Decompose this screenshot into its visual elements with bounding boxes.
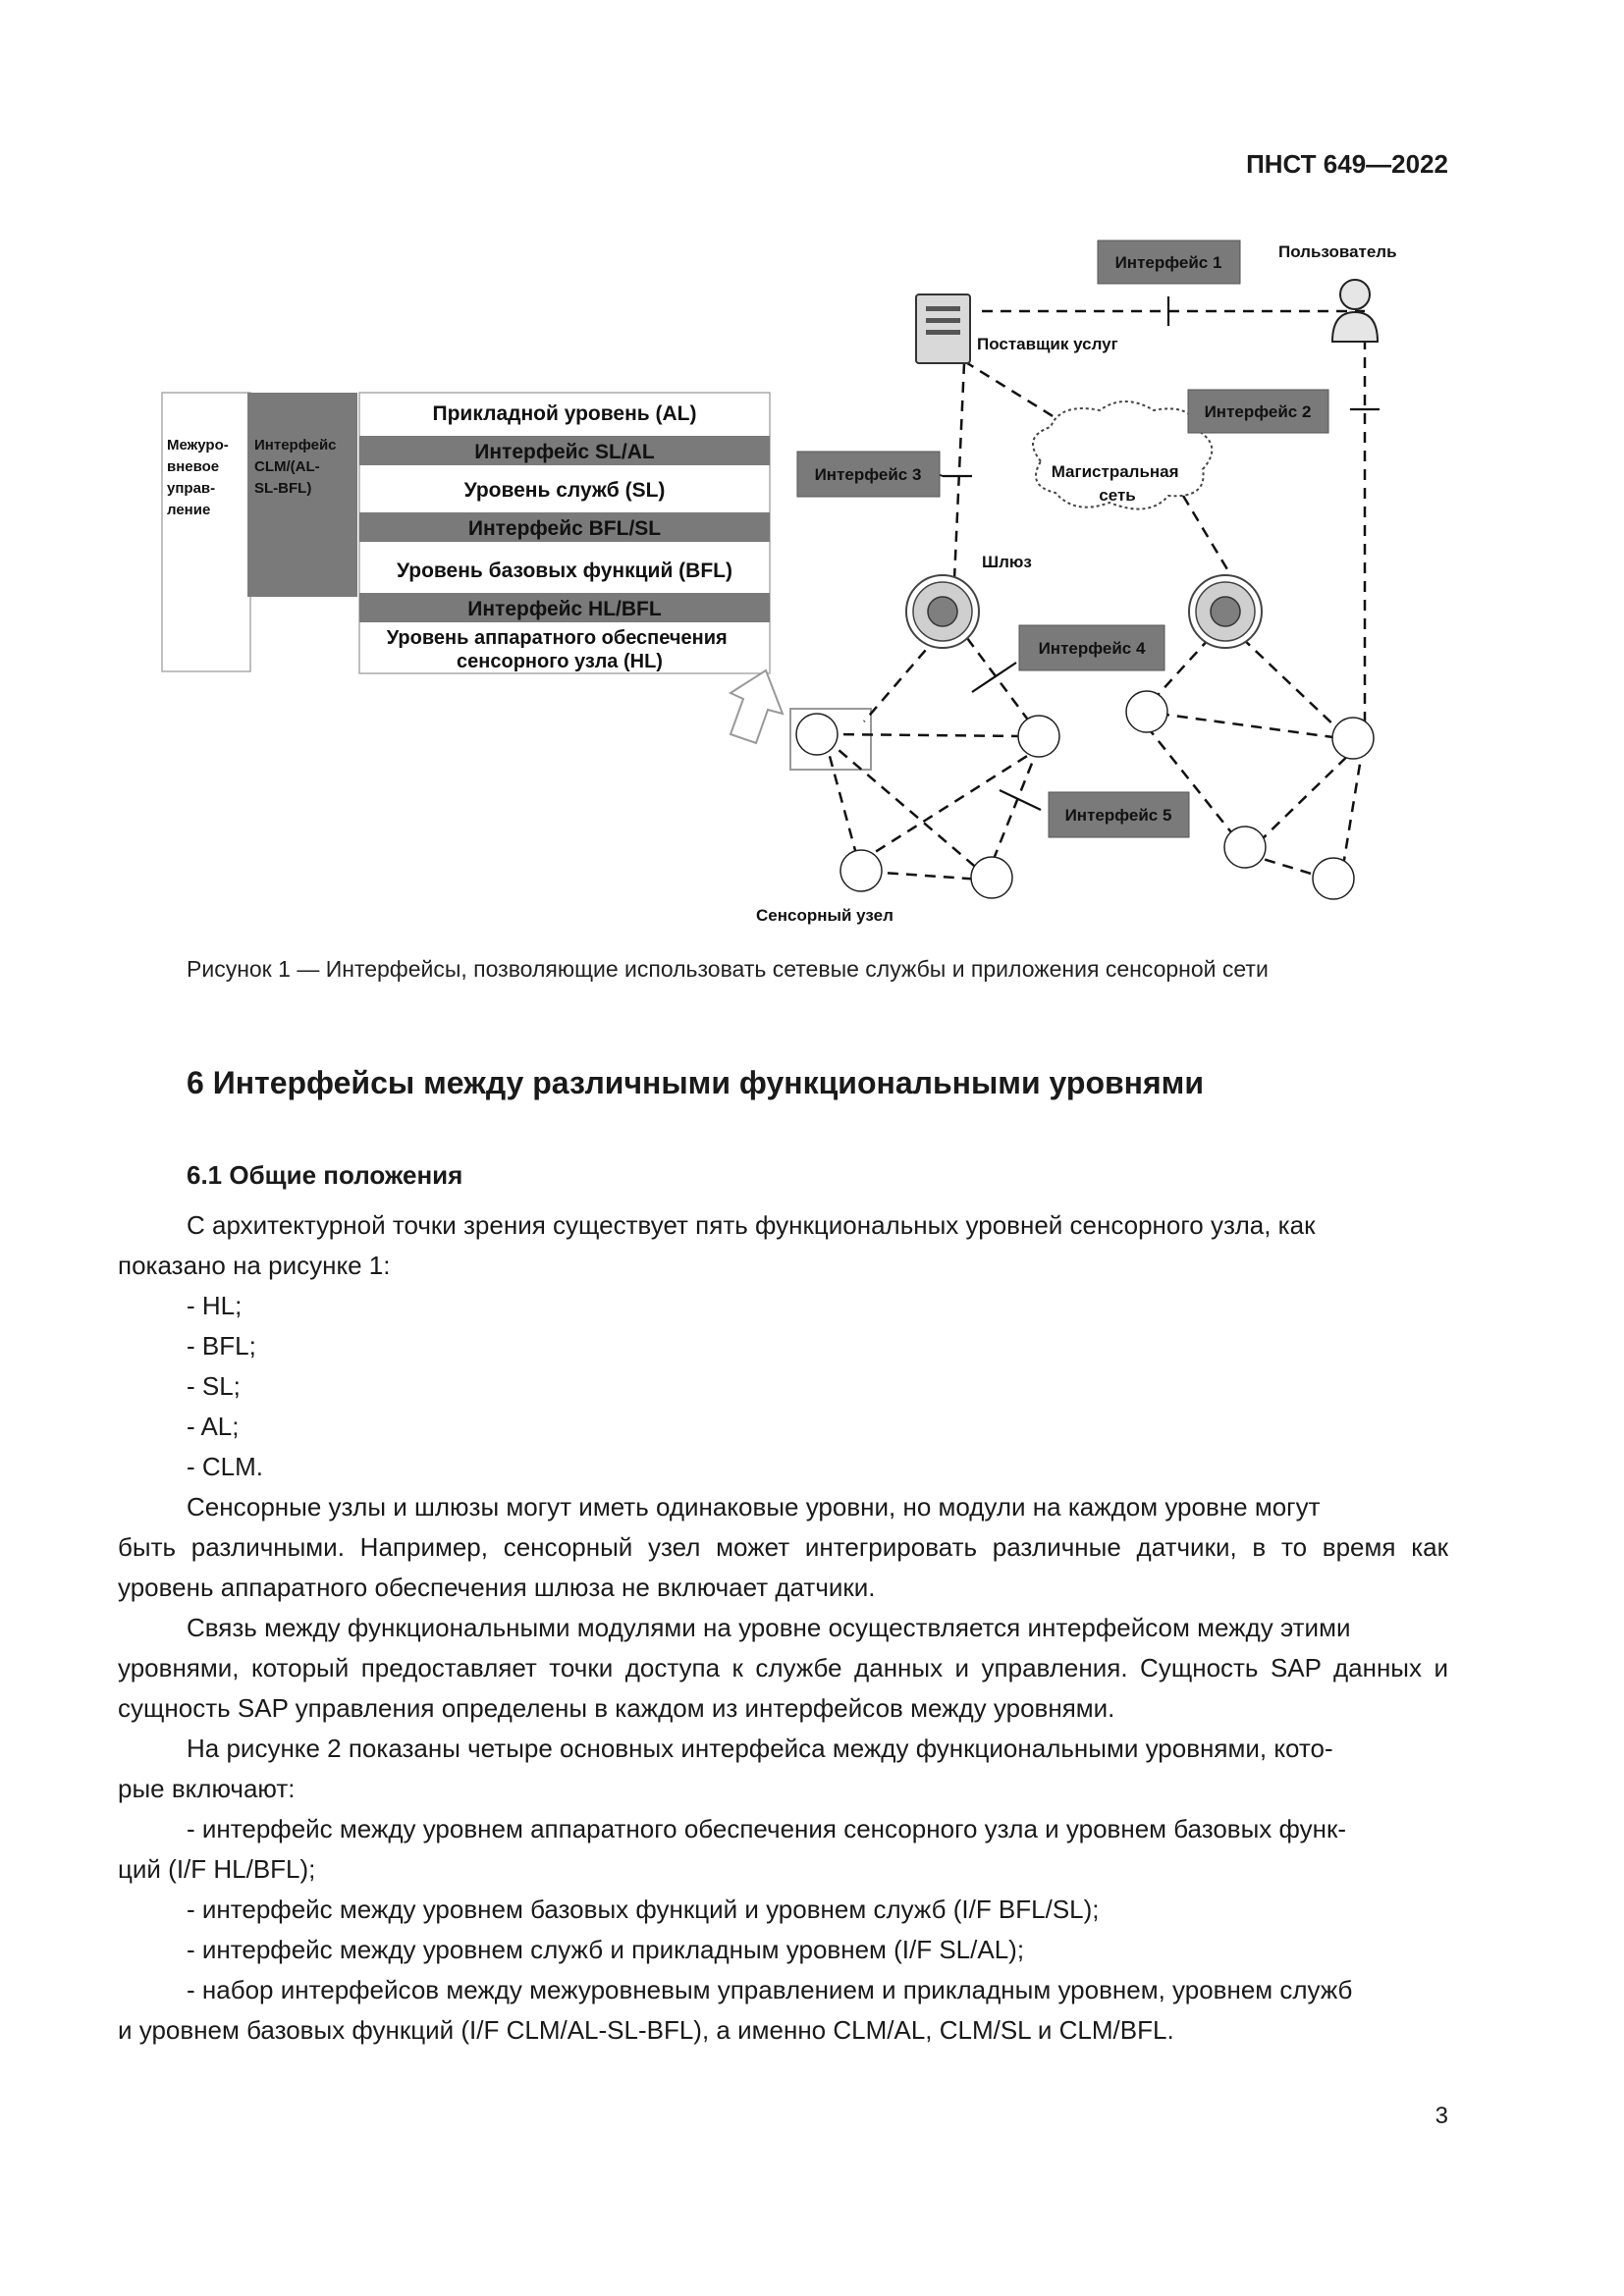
list-item: - HL;	[187, 1291, 243, 1320]
document-id: ПНСТ 649—2022	[1246, 149, 1448, 179]
server-icon	[916, 294, 970, 363]
interface-bfl-sl: Интерфейс BFL/SL	[467, 517, 662, 540]
sensor-node-icon	[1313, 858, 1354, 899]
section-title: 6 Интерфейсы между различными функциональными уровнями	[187, 1065, 1205, 1100]
page-number: 3	[1435, 2103, 1448, 2129]
sensor-node-label: Сенсорный узел	[756, 906, 893, 925]
clm-interface-label: Интерфейс CLM/(AL- SL-BFL)	[254, 437, 337, 497]
sensor-node-icon	[1126, 691, 1167, 732]
layer-al: Прикладной уровень (AL)	[432, 402, 697, 425]
paragraph-3: Связь между функциональными модулями на уровне осуществляется интерфейсом между этими уровнями, который предоставляет точки доступа к службе данных и управления. Сущность SAP данных и сущность SAP управления определены в каждом из интерфейсов между уровнями.	[118, 1613, 1448, 1723]
list-item: - AL;	[187, 1412, 240, 1441]
clm-column	[162, 393, 250, 671]
list-item: - набор интерфейсов между межуровневым управлением и прикладным уровнем, уровнем служб и уровнем базовых функций (I/F CLM/AL-SL-BFL), а именно CLM/AL, CLM/SL и CLM/BFL.	[118, 1975, 1353, 2045]
figure-1	[0, 0, 1624, 942]
layer-bfl: Уровень базовых функций (BFL)	[396, 560, 733, 582]
sensor-node-icon	[1332, 718, 1374, 759]
interface-boxes	[797, 240, 1328, 837]
provider-label: Поставщик услуг	[977, 335, 1118, 353]
layer-hl: Уровень аппаратного обеспечения сенсорного узла (HL)	[386, 627, 728, 672]
paragraph-2: Сенсорные узлы и шлюзы могут иметь одинаковые уровни, но модули на каждом уровне могут быть различными. Например, сенсорный узел может интегрировать различные датчики, в то время как уровень аппаратного обеспечения шлюза не включает датчики.	[118, 1492, 1448, 1602]
layer-sl: Уровень служб (SL)	[463, 479, 666, 502]
interface-5-label: Интерфейс 5	[1064, 806, 1172, 825]
interface-1-label: Интерфейс 1	[1114, 253, 1222, 272]
interface-sl-al: Интерфейс SL/AL	[474, 441, 655, 463]
service-provider	[916, 294, 1118, 363]
interface-2-label: Интерфейс 2	[1204, 402, 1312, 421]
subsection-title: 6.1 Общие положения	[187, 1160, 463, 1190]
clm-label: Межуро- вневое управ- ление	[167, 437, 229, 518]
sensor-node-icon	[1224, 827, 1266, 868]
list-item: - BFL;	[187, 1331, 256, 1361]
list-item: - интерфейс между уровнем служб и прикладным уровнем (I/F SL/AL);	[187, 1935, 1025, 1964]
user-label: Пользователь	[1278, 242, 1397, 261]
paragraph-4: На рисунке 2 показаны четыре основных интерфейса между функциональными уровнями, кото- рые включают:	[118, 1734, 1333, 1803]
user	[1278, 242, 1397, 342]
sensor-node-icon	[796, 714, 838, 755]
figure-caption: Рисунок 1 — Интерфейсы, позволяющие использовать сетевые службы и приложения сенсорной сети	[187, 956, 1269, 982]
interface-3-label: Интерфейс 3	[814, 465, 922, 484]
list-item: - SL;	[187, 1371, 241, 1401]
interface-hl-bfl: Интерфейс HL/BFL	[467, 598, 662, 620]
sensor-node-icon	[840, 850, 882, 891]
sensor-node-icon	[1018, 716, 1059, 757]
list-item: - интерфейс между уровнем аппаратного обеспечения сенсорного узла и уровнем базовых функ- ций (I/F HL/BFL);	[118, 1814, 1347, 1884]
gateway-right	[1189, 575, 1262, 648]
sensor-node-icon	[971, 857, 1012, 898]
gateway-left	[906, 575, 979, 648]
list-item: - интерфейс между уровнем базовых функций и уровнем служб (I/F BFL/SL);	[187, 1895, 1100, 1924]
interface-4-label: Интерфейс 4	[1038, 639, 1146, 658]
pointer-arrow	[731, 670, 871, 770]
layer-stack	[162, 393, 770, 673]
gateway-label: Шлюз	[982, 553, 1032, 571]
backbone-network	[1033, 401, 1212, 509]
paragraph-1: С архитектурной точки зрения существует пять функциональных уровней сенсорного узла, как показано на рисунке 1:	[118, 1210, 1316, 1280]
user-icon	[1340, 280, 1370, 309]
list-item: - CLM.	[187, 1452, 263, 1481]
backbone-label: Магистральная сеть	[1051, 462, 1179, 505]
